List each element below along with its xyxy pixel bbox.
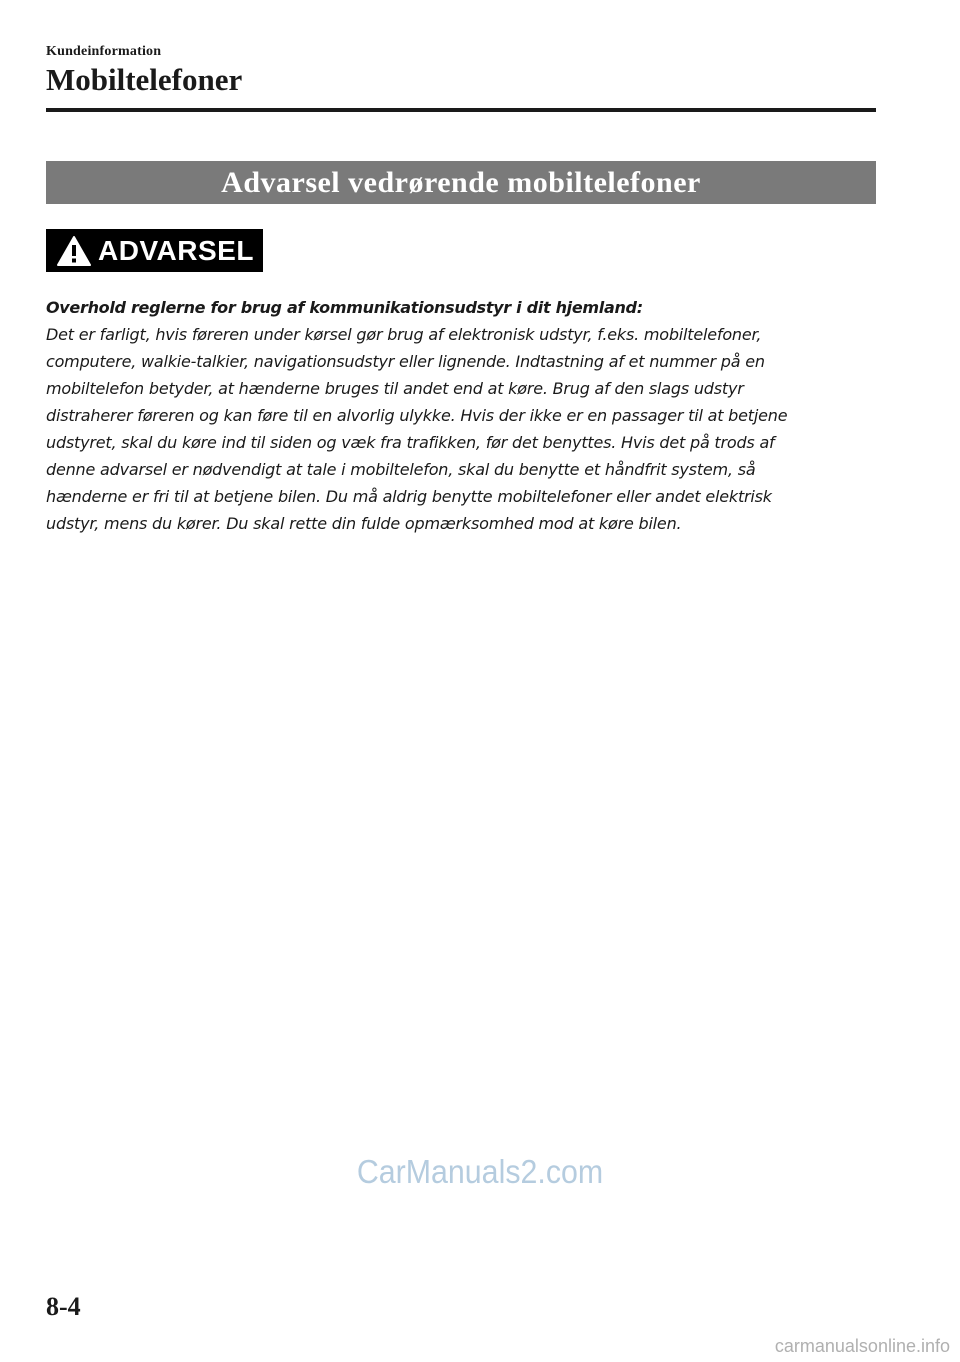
- footer-watermark: carmanualsonline.info: [774, 1336, 950, 1356]
- warning-body: [46, 294, 876, 537]
- warning-line: hænderne er fri til at betjene bilen. Du må aldrig benytte mobiltelefoner eller andet elektrisk: [46, 487, 772, 506]
- warning-line: Det er farligt, hvis føreren under kørsel gør brug af elektronisk udstyr, f.eks. mobiltelefoner,: [46, 325, 762, 344]
- warning-lead: Overhold reglerne for brug af kommunikationsudstyr i dit hjemland:: [46, 298, 643, 317]
- page-number: 8-4: [46, 1292, 81, 1321]
- section-banner: [46, 161, 876, 204]
- page-title: Mobiltelefoner: [46, 62, 243, 97]
- warning-line: denne advarsel er nødvendigt at tale i mobiltelefon, skal du benytte et håndfrit system, så: [46, 460, 756, 479]
- warning-label: ADVARSEL: [98, 234, 254, 266]
- warning-line: computere, walkie-talkier, navigationsudstyr eller lignende. Indtastning af et nummer på en: [46, 352, 765, 371]
- warning-badge: [46, 229, 263, 272]
- warning-line: distraherer føreren og kan føre til en alvorlig ulykke. Hvis der ikke er en passager til at betjene: [46, 406, 788, 425]
- warning-line: mobiltelefon betyder, at hænderne bruges til andet end at køre. Brug af den slags udstyr: [46, 379, 744, 398]
- warning-line: udstyr, mens du kører. Du skal rette din fulde opmærksomhed mod at køre bilen.: [46, 514, 682, 533]
- chapter-label: Kundeinformation: [46, 44, 162, 59]
- watermark: CarManuals2.com: [356, 1153, 604, 1190]
- title-divider: [46, 108, 876, 112]
- section-title: Advarsel vedrørende mobiltelefoner: [221, 165, 701, 199]
- warning-line: udstyret, skal du køre ind til siden og væk fra trafikken, før det benyttes. Hvis det på trods af: [46, 433, 775, 452]
- warning-triangle-icon: [56, 235, 92, 267]
